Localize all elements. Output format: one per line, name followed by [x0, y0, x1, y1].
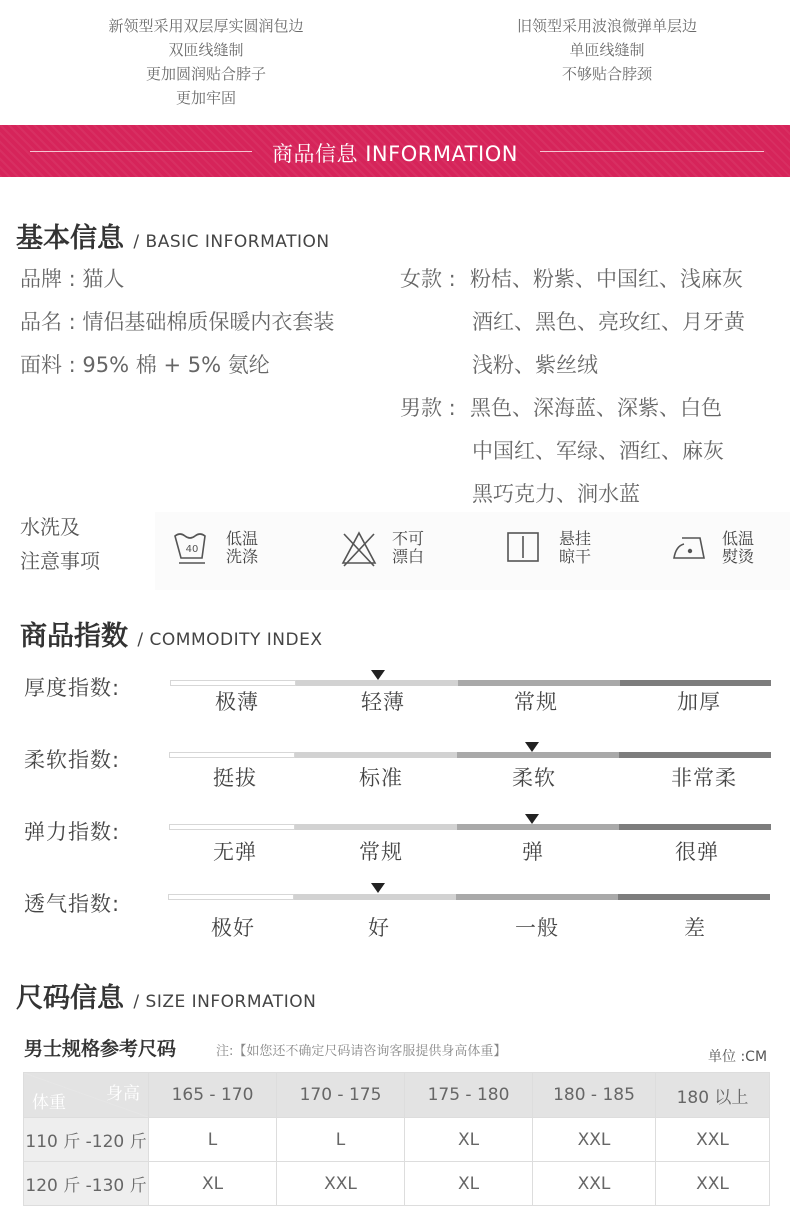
care-text-line: 低温: [226, 529, 259, 548]
wash-40-icon: [172, 530, 212, 566]
size-row-weight: 120 斤 -130 斤: [24, 1162, 149, 1206]
index-level-label: 加厚: [677, 690, 721, 714]
commodity-index-heading: [20, 614, 323, 653]
size-column-header: 180 以上: [656, 1073, 770, 1118]
basic-info-heading: [16, 216, 330, 255]
index-bar-segment: [168, 894, 294, 900]
size-table: [23, 1072, 770, 1206]
index-bar-segment: [619, 752, 771, 758]
collar-new-description: [46, 14, 366, 110]
index-level-label: 挺拔: [213, 766, 257, 790]
male-colors-line: 中国红、军绿、酒红、麻灰: [472, 439, 724, 463]
index-level-label: 一般: [515, 916, 559, 940]
commodity-index-subtitle: / COMMODITY INDEX: [137, 630, 323, 650]
index-bar-segment: [294, 894, 456, 900]
size-column-header: 170 - 175: [277, 1073, 405, 1118]
size-column-header: 180 - 185: [533, 1073, 656, 1118]
size-row-weight: 110 斤 -120 斤: [24, 1118, 149, 1162]
size-info-heading: [16, 976, 316, 1015]
index-label: 透气指数:: [24, 892, 121, 916]
index-level-label: 柔软: [512, 766, 556, 790]
male-colors-label: 男款 :: [400, 396, 456, 420]
size-cell: XL: [149, 1162, 277, 1206]
index-label: 厚度指数:: [24, 676, 121, 700]
collar-old-line: 不够贴合脖颈: [561, 65, 652, 83]
care-label: [20, 510, 100, 578]
index-level-label: 很弹: [675, 840, 719, 864]
fabric-text: 面料 : 95% 棉 + 5% 氨纶: [20, 353, 270, 377]
care-label-line: 注意事项: [20, 549, 100, 573]
index-level-label: 常规: [359, 840, 403, 864]
index-label: 弹力指数:: [24, 820, 121, 844]
information-banner: [0, 125, 790, 177]
basic-info-subtitle: / BASIC INFORMATION: [133, 232, 330, 252]
index-bar-segment: [169, 824, 295, 830]
index-level-label: 极好: [211, 916, 255, 940]
care-text-line: 漂白: [392, 547, 425, 566]
corner-weight-label: 体重: [32, 1093, 66, 1113]
size-info-title: 尺码信息: [16, 983, 124, 1014]
low-iron-icon: [672, 530, 708, 564]
size-cell: XXL: [533, 1118, 656, 1162]
index-bar-segment: [456, 894, 618, 900]
collar-new-line: 更加圆润贴合脖子: [145, 65, 266, 83]
size-table-corner: [24, 1073, 149, 1118]
collar-new-line: 更加牢固: [175, 89, 236, 107]
basic-info-title: 基本信息: [16, 223, 124, 254]
brand-text: 品牌 : 猫人: [20, 267, 125, 291]
care-item-wash: [172, 530, 272, 570]
care-item-iron: [672, 530, 772, 570]
index-selected-marker: [371, 670, 385, 680]
index-bar-segment: [618, 894, 770, 900]
index-level-label: 差: [684, 916, 706, 940]
care-text: [392, 530, 424, 566]
care-text: [559, 530, 591, 566]
collar-new-line: 双匝线缝制: [168, 41, 244, 59]
size-cell: XXL: [656, 1162, 770, 1206]
male-colors-line: 黑巧克力、涧水蓝: [472, 482, 640, 506]
collar-old-description: [447, 14, 767, 86]
index-bar-segment: [457, 824, 619, 830]
size-cell: L: [277, 1118, 405, 1162]
size-cell: XL: [405, 1118, 533, 1162]
index-level-label: 好: [368, 916, 390, 940]
index-selected-marker: [525, 814, 539, 824]
index-level-label: 弹: [522, 840, 544, 864]
size-table-note: 注:【如您还不确定尺码请咨询客服提供身高体重】: [216, 1044, 507, 1059]
collar-old-line: 旧领型采用波浪微弹单层边: [516, 17, 697, 35]
hang-dry-icon: [506, 530, 540, 564]
index-level-label: 轻薄: [361, 690, 405, 714]
size-cell: XXL: [656, 1118, 770, 1162]
female-colors-line: 粉桔、粉紫、中国红、浅麻灰: [470, 267, 743, 291]
index-selected-marker: [525, 742, 539, 752]
index-label: 柔软指数:: [24, 748, 121, 772]
care-text: [722, 530, 754, 566]
index-bar-segment: [457, 752, 619, 758]
wash-temperature-badge: 40: [185, 544, 199, 555]
no-bleach-icon: [340, 530, 378, 568]
size-column-header: 175 - 180: [405, 1073, 533, 1118]
collar-old-line: 单匝线缝制: [569, 41, 645, 59]
index-level-label: 常规: [514, 690, 558, 714]
male-colors-line: 黑色、深海蓝、深紫、白色: [470, 396, 722, 420]
banner-title: 商品信息 INFORMATION: [272, 142, 518, 166]
size-column-header: 165 - 170: [149, 1073, 277, 1118]
size-table-row: [24, 1118, 770, 1162]
care-item-bleach: [340, 530, 440, 570]
care-text-line: 不可: [392, 529, 425, 548]
size-cell: XXL: [277, 1162, 405, 1206]
care-text-line: 洗涤: [226, 547, 259, 566]
care-text: [226, 530, 258, 566]
index-level-label: 极薄: [215, 690, 259, 714]
index-bar-segment: [169, 752, 295, 758]
size-info-subtitle: / SIZE INFORMATION: [133, 992, 317, 1012]
size-table-title: 男士规格参考尺码: [24, 1038, 177, 1060]
index-level-label: 标准: [359, 766, 403, 790]
size-table-header-row: [24, 1073, 770, 1118]
index-bar-segment: [295, 824, 457, 830]
female-colors-line: 浅粉、紫丝绒: [472, 353, 598, 377]
index-level-label: 非常柔: [671, 766, 737, 790]
size-table-unit: 单位 :CM: [708, 1049, 768, 1065]
care-text-line: 晾干: [559, 547, 592, 566]
size-cell: L: [149, 1118, 277, 1162]
care-label-line: 水洗及: [20, 515, 80, 539]
index-bar-segment: [619, 824, 771, 830]
index-selected-marker: [371, 883, 385, 893]
size-cell: XXL: [533, 1162, 656, 1206]
size-cell: XL: [405, 1162, 533, 1206]
care-item-hang: [506, 530, 606, 570]
female-colors-label: 女款 :: [400, 267, 456, 291]
commodity-index-title: 商品指数: [20, 621, 128, 652]
collar-new-line: 新领型采用双层厚实圆润包边: [108, 17, 304, 35]
care-text-line: 低温: [722, 529, 755, 548]
size-table-row: [24, 1162, 770, 1206]
product-name-text: 品名 : 情侣基础棉质保暖内衣套装: [20, 310, 335, 334]
index-bar-segment: [295, 752, 457, 758]
care-text-line: 熨烫: [722, 547, 755, 566]
female-colors-line: 酒红、黑色、亮玫红、月牙黄: [472, 310, 745, 334]
care-text-line: 悬挂: [559, 529, 592, 548]
index-level-label: 无弹: [213, 840, 257, 864]
corner-height-label: 身高: [106, 1084, 140, 1104]
